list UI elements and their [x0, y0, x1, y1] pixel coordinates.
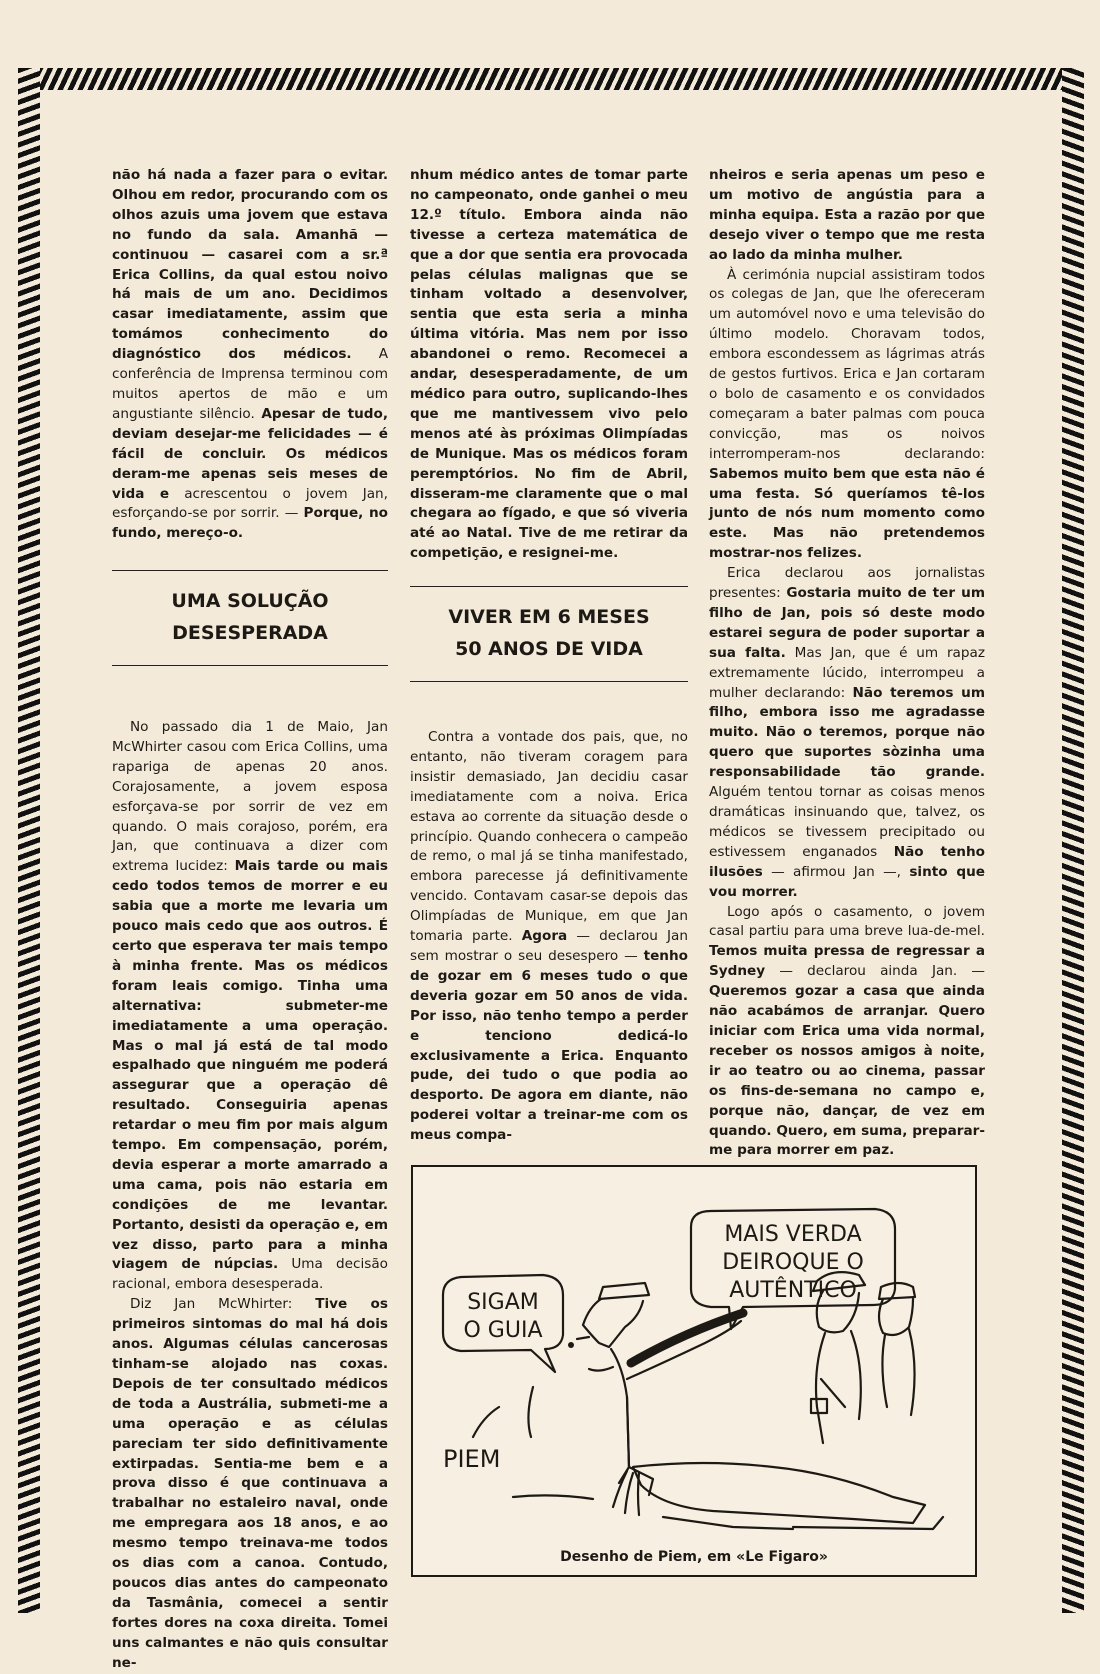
col1-p2c-text: Uma decisão racional, embora desesperada. [112, 1256, 388, 1293]
bubble-right-line2: DEIROQUE O [722, 1250, 864, 1275]
col2-p2d-text: tenho de gozar em 6 meses tudo o que deveria gozar em 50 anos de vida. Por isso, não tenho tempo a perder e tenciono dedicá-lo exclusivamente a Erica. Enquanto pude, dei tudo o que podia ao desporto. De agora em diante, não poderei voltar a treinar-me com os meus compa- [410, 947, 688, 1144]
col2-p2a-text: Contra a vontade dos pais, que, no entanto, não tiveram coragem para insistir demasiado, Jan decidiu casar imediatamente com a noiva. Erica estava ao corrente da situação desde o princípio. Quando conhecera o campeão de remo, o mal já se tinha manifestado, embora parecesse já definitivamente vencido. Contavam casar-se depois das Olimpíadas de Munique, em que Jan tomaria parte. [410, 729, 688, 945]
col1-paragraph-3 [112, 1295, 388, 1673]
col2-p2c-text: — declarou Jan sem mostrar o seu desespero — [410, 928, 688, 964]
col1-p1b-text: Amanhã — continuou — casarei com a sr.ª Erica Collins, da qual estou noivo há mais de um ano. Decidimos casar imediatamente, assim que tomámos conhecimento do diagnóstico dos médicos. [112, 226, 389, 363]
col1-paragraph-2 [112, 718, 388, 1295]
cartoon-frame [411, 1165, 977, 1577]
col3-p2a-text: À cerimónia nupcial assistiram todos os colegas de Jan, que lhe ofereceram um automóvel novo e uma televisão do último modelo. Choravam todos, embora escondessem as lágrimas atrás de gestos furtivos. Erica e Jan cortaram o bolo de casamento e os convidados começaram a bater palmas com pouca convicção, mas os noivos interromperam-nos declarando: [709, 266, 985, 462]
col1-p3b-text: Tive os primeiros sintomas do mal há dois anos. Algumas células cancerosas tinham-se alojado nas coxas. Depois de ter consultado médicos de toda a Austrália, submeti-me a uma operação e as células pareciam ter sido definitivamente extirpadas. Sentia-me bem e a prova disso é que continuava a trabalhar no estaleiro naval, onde me empregara aos 18 anos, e ao mesmo tempo treinava-me todos os dias com a canoa. Contudo, poucos dias antes do campeonato da Tasmânia, comecei a sentir fortes dores na coxa direita. Tomei uns calmantes e não quis consultar ne- [112, 1296, 388, 1671]
col3-p3f-text: Não tenho ilusões [709, 843, 985, 880]
col2-p1-text: nhum médico antes de tomar parte no campeonato, onde ganhei o meu 12.º título. Embora ainda não tivesse a certeza matemática de que a dor que sentia era provocada pelas células malignas que se tinham voltado a desenvolver, sentia que esta seria a minha última vitória. Mas nem por isso abandonei o remo. Recomecei a andar, desesperadamente, de um médico para outro, suplicando-lhes que me mantivessem vivo pelo menos até às próximas Olimpíadas de Munique. Mas os médicos foram peremptórios. No fim de Abril, disseram-me claramente que o mal chegara ao fígado, e que só viveria até ao Natal. Tive de me retirar da competição, e resignei-me. [410, 167, 688, 562]
camera-icon [811, 1399, 827, 1413]
col1-p1e-text: acrescentou o jovem Jan, esforçando-se por sorrir. — [112, 485, 388, 522]
bubble-left-line1: SIGAM [467, 1290, 539, 1315]
top-hatched-border [18, 68, 1084, 90]
reclining-figure [633, 1463, 925, 1523]
column-2-lower [410, 728, 688, 1146]
col3-p3h-text: sinto que vou morrer. [709, 863, 985, 900]
guide-head [583, 1299, 643, 1347]
col1-p1f-text: Porque, no fundo, mereço-o. [112, 505, 388, 542]
col3-p1-text: nheiros e seria apenas um peso e um motivo de angústia para a minha equipa. Esta a razão por que desejo viver o tempo que me resta ao lado da minha mulher. [709, 167, 985, 263]
guide-umbrella [631, 1313, 743, 1363]
heading2-line1: VIVER EM 6 MESES [448, 606, 650, 628]
col2-paragraph-1 [410, 166, 688, 564]
col3-p3b-text: Gostaria muito de ter um filho de Jan, pois só deste modo estarei segura de poder suportar a sua falta. [709, 585, 986, 661]
col3-p4b-text: Temos muita pressa de regressar a Sydney [709, 943, 985, 980]
col3-p3a-text: Erica declarou aos jornalistas presentes: [709, 565, 985, 602]
col3-paragraph-3 [709, 564, 985, 902]
cartoon-caption: Desenho de Piem, em «Le Figaro» [560, 1549, 828, 1565]
column-1 [112, 166, 388, 544]
right-hatched-border [1062, 68, 1084, 1613]
heading1-line1: UMA SOLUÇÃO [171, 590, 329, 612]
tourist2-cap [879, 1283, 915, 1299]
col2-paragraph-2 [410, 728, 688, 1146]
col3-p4c-text: — declarou ainda Jan. — [779, 963, 985, 980]
col3-p3g-text: — afirmou Jan —, [771, 863, 901, 880]
artist-signature: PIEM [443, 1445, 501, 1473]
left-hatched-border [18, 68, 40, 1613]
section-heading-1 [112, 570, 388, 666]
col1-p1d-text: Apesar de tudo, deviam desejar-me felicidades — é fácil de concluir. Os médicos deram-me apenas seis meses de vida e [112, 405, 389, 502]
guide-arm [627, 1321, 741, 1379]
col1-p1c-text: A conferência de Imprensa terminou com muitos apertos de mão e um angustiante silêncio. [112, 346, 388, 422]
col3-paragraph-1 [709, 166, 985, 266]
guide-body [611, 1349, 629, 1483]
column-3 [709, 166, 985, 1161]
guide-cap [599, 1283, 649, 1299]
col3-paragraph-2 [709, 266, 985, 565]
col1-p1-text: não há nada a fazer para o evitar. Olhou em redor, procurando com os olhos azuis uma jovem que estava no fundo da sala. [112, 167, 388, 243]
col1-p2a-text: No passado dia 1 de Maio, Jan McWhirter casou com Erica Collins, uma rapariga de apenas 20 anos. Corajosamente, a jovem esposa esforçava-se por sorrir de vez em quando. O mais corajoso, porém, era Jan, que continuava a dizer com extrema lucidez: [112, 719, 388, 875]
section-heading-2 [410, 586, 688, 682]
col3-p3e-text: Alguém tentou tornar as coisas menos dramáticas insinuando que, talvez, os médicos se tivessem precipitado ou estivessem enganados [709, 784, 985, 860]
bubble-left-line2: O GUIA [463, 1318, 543, 1343]
col1-paragraph-1 [112, 166, 388, 544]
column-1-lower [112, 718, 388, 1674]
column-2 [410, 166, 688, 564]
col3-p3d-text: Não teremos um filho, embora isso me agradasse muito. Não o teremos, porque não quero que suportes sòzinha uma responsabilidade tão grande. [709, 684, 985, 781]
col3-p4d-text: Queremos gozar a casa que ainda não acabámos de arranjar. Quero iniciar com Erica uma vida normal, receber os nossos amigos à noite, ir ao teatro ou ao cinema, passar os fins-de-semana no campo e, porque não, dançar, de vez em quando. Quero, em suma, preparar-me para morrer em paz. [709, 983, 985, 1159]
col3-p4a-text: Logo após o casamento, o jovem casal partiu para uma breve lua-de-mel. [709, 903, 985, 940]
col1-p2b-text: Mais tarde ou mais cedo todos temos de morrer e eu sabia que a morte me levaria um pouco mais cedo que aos outros. É certo que esperava ter mais tempo à minha frente. Mas os médicos foram leais comigo. Tinha uma alternativa: submeter-me imediatamente a uma operação. Mas o mal já está de tal modo espalhado que ninguém me poderá assegurar que a operação dê resultado. Conseguiria apenas retardar o meu fim por mais algum tempo. Em compensação, porém, devia esperar a morte amarrado a uma cama, pois não estaria em condições de me levantar. Portanto, desisti da operação e, em vez disso, parto para a minha viagem de núpcias. [112, 858, 388, 1273]
tourist-body [816, 1331, 861, 1443]
col3-p3c-text: Mas Jan, que é um rapaz extremamente lúcido, interrompeu a mulher declarando: [709, 644, 985, 701]
bubble-right-line3: AUTÊNTICO [729, 1278, 857, 1303]
heading2-line2: 50 ANOS DE VIDA [455, 638, 643, 660]
bubble-right-line1: MAIS VERDA [724, 1222, 862, 1247]
col3-paragraph-4 [709, 903, 985, 1162]
col2-p2b-text: Agora [521, 928, 568, 945]
col1-p3a-text: Diz Jan McWhirter: [130, 1296, 293, 1313]
col3-p2b-text: Sabemos muito bem que esta não é uma festa. Só queríamos tê-los junto de nós num momento como este. Mas não pretendemos mostrar-nos felizes. [709, 465, 985, 562]
cartoon-drawing [413, 1167, 975, 1575]
heading1-line2: DESESPERADA [172, 622, 328, 644]
